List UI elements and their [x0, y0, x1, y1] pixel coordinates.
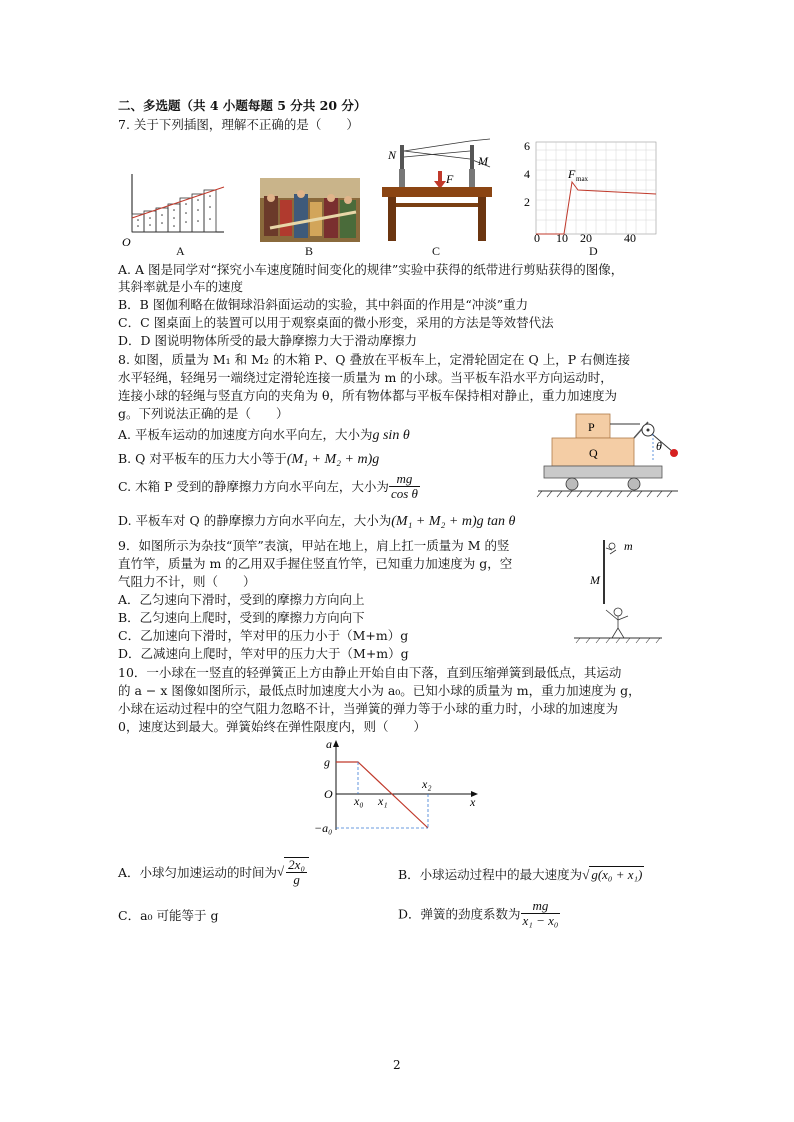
q10-graph	[312, 738, 484, 838]
q8-option-d	[118, 512, 515, 530]
q10-option-b-text: B．小球运动过程中的最大速度为	[398, 867, 583, 882]
q8-option-a-text: A. 平板车运动的加速度方向水平向左，大小为	[118, 427, 373, 442]
q10-graph-g: g	[324, 755, 330, 769]
q10-graph-x: x	[470, 795, 476, 809]
q10-option-d-fraction	[521, 899, 561, 928]
fig-c-m: M	[478, 154, 488, 168]
q9-option-d: D．乙减速向上爬时，竿对甲的压力大于（M+m）g	[118, 646, 409, 661]
q8-option-d-text: D. 平板车对 Q 的静摩擦力方向水平向左，大小为	[118, 513, 392, 528]
q8-figure	[536, 410, 684, 510]
q10-a-den: g	[293, 872, 300, 887]
q8-line1: 8. 如图，质量为 M₁ 和 M₂ 的木箱 P、Q 叠放在平板车上，定滑轮固定在 Q 上，P 右侧连接	[118, 352, 631, 367]
fig-d-x40: 40	[624, 231, 636, 245]
q9-option-a: A．乙匀速向下滑时，受到的摩擦力方向向上	[118, 592, 365, 607]
q10-line3: 小球在运动过程中的空气阻力忽略不计，当弹簧的弹力等于小球的重力时，小球的加速度为	[118, 701, 619, 716]
q10-option-d-text: D．弹簧的劲度系数为	[398, 906, 521, 922]
fig-d-x20: 20	[580, 231, 592, 245]
q10-option-a	[118, 857, 309, 887]
q10-d-num: mg	[521, 899, 561, 914]
q9-line2: 直竹竿，质量为 m 的乙用双手握住竖直竹竿，已知重力加速度为 g，空	[118, 556, 513, 571]
q8-option-c	[118, 472, 420, 501]
q10-line4: 0，速度达到最大。弹簧始终在弹性限度内，则（ ）	[118, 719, 426, 734]
q8-c-den: cos θ	[390, 486, 418, 501]
q7-figure-d	[522, 138, 662, 245]
q8-option-b	[118, 450, 379, 468]
fig-label-a: A	[176, 244, 185, 258]
q8-option-c-text: C. 木箱 P 受到的静摩擦力方向水平向左，大小为	[118, 479, 389, 494]
fig-d-fmax: F	[568, 167, 576, 181]
q8-option-c-fraction	[389, 472, 420, 501]
q8-option-a-math: g sin θ	[372, 428, 410, 443]
q9-line3: 气阻力不计，则（ ）	[118, 574, 256, 589]
q7-option-c: C．C 图桌面上的装置可以用于观察桌面的微小形变，采用的方法是等效替代法	[118, 315, 554, 330]
q8-option-b-math: (M₁ + M₂ + m)g	[286, 452, 380, 467]
q10-graph-x0: x₀	[354, 794, 364, 808]
q8-line3: 连接小球的轻绳与竖直方向的夹角为 θ，所有物体都与平板车保持相对静止，重力加速度为	[118, 388, 618, 403]
fig-label-b: B	[305, 244, 314, 258]
q10-option-b	[398, 865, 644, 883]
fig-d-x10: 10	[556, 231, 568, 245]
q8-option-d-math: (M₁ + M₂ + m)g tan θ	[391, 514, 516, 529]
q7-figure-a	[118, 170, 228, 250]
fig-a-origin: O	[122, 235, 131, 249]
q8-c-num: mg	[389, 472, 420, 487]
q10-graph-neg-a0: −a₀	[314, 821, 333, 835]
q10-line2: 的 a − x 图像如图所示，最低点时加速度大小为 a₀。已知小球的质量为 m，重力加速度为 g，	[118, 683, 641, 698]
q10-graph-o: O	[324, 787, 333, 801]
q8-fig-theta: θ	[656, 439, 662, 453]
q8-fig-q: Q	[589, 446, 598, 460]
q7-option-d: D．D 图说明物体所受的最大静摩擦力大于滑动摩擦力	[118, 333, 418, 348]
q10-graph-x2: x₂	[422, 777, 432, 791]
fig-label-d: D	[589, 244, 598, 258]
fig-d-x0: 0	[534, 231, 540, 245]
fig-label-c: C	[432, 244, 441, 258]
q9-line1: 9．如图所示为杂技“顶竿”表演，甲站在地上，肩上扛一质量为 M 的竖	[118, 538, 510, 553]
q8-line4: g。下列说法正确的是（ ）	[118, 406, 289, 421]
q7-option-a-line1: A. A 图是同学对“探究小车速度随时间变化的规律”实验中获得的纸带进行剪贴获得的图像，	[118, 262, 624, 277]
fig-d-y2: 2	[524, 195, 530, 209]
fig-c-n: N	[388, 148, 397, 162]
q10-option-c: C．a₀ 可能等于 g	[118, 908, 219, 923]
q9-option-c: C．乙加速向下滑时，竿对甲的压力小于（M+m）g	[118, 628, 409, 643]
page-number: 2	[393, 1058, 401, 1072]
q10-option-b-sqrt: √ g(x₀ + x₁)	[582, 866, 643, 882]
q10-option-a-sqrt: √ $\frac{\text{2x₀}}{g}$	[277, 857, 309, 887]
q7-figure-b	[260, 178, 360, 242]
q10-b-rad: g(x₀ + x₁)	[591, 866, 643, 882]
q9-option-b: B．乙匀速向上爬时，受到的摩擦力方向向下	[118, 610, 365, 625]
q10-graph-a: a	[326, 737, 332, 751]
q10-line1: 10．一小球在一竖直的轻弹簧正上方由静止开始自由下落，直到压缩弹簧到最低点，其运动	[118, 665, 622, 680]
fig-d-fmax-sub: max	[576, 175, 589, 183]
q8-line2: 水平轻绳，轻绳另一端绕过定滑轮连接一质量为 m 的小球。当平板车沿水平方向运动时，	[118, 370, 613, 385]
fig-c-f: F	[446, 172, 454, 186]
q10-a-num: 2x₀	[288, 857, 305, 872]
q10-graph-x1: x₁	[378, 794, 388, 808]
fig-d-y6: 6	[524, 139, 530, 153]
section-heading: 二、多选题（共 4 小题每题 5 分共 20 分）	[118, 98, 367, 113]
q9-fig-big-m: M	[590, 573, 600, 587]
fig-d-y4: 4	[524, 167, 530, 181]
q9-figure	[572, 536, 668, 644]
q8-option-a	[118, 426, 410, 444]
q7-figure-c	[378, 137, 496, 245]
q7-option-a-line2: 其斜率就是小车的速度	[118, 279, 244, 294]
q8-fig-p: P	[588, 420, 595, 434]
q8-option-b-text: B. Q 对平板车的压力大小等于	[118, 451, 287, 466]
q10-d-den: x₁ − x₀	[522, 913, 559, 928]
q7-option-b: B．B 图伽利略在做铜球沿斜面运动的实验，其中斜面的作用是“冲淡”重力	[118, 297, 529, 312]
q10-option-a-text: A．小球匀加速运动的时间为	[118, 865, 278, 880]
q7-stem: 7. 关于下列插图，理解不正确的是（ ）	[118, 117, 359, 132]
q9-fig-m: m	[624, 539, 633, 553]
q10-option-d	[398, 899, 560, 928]
